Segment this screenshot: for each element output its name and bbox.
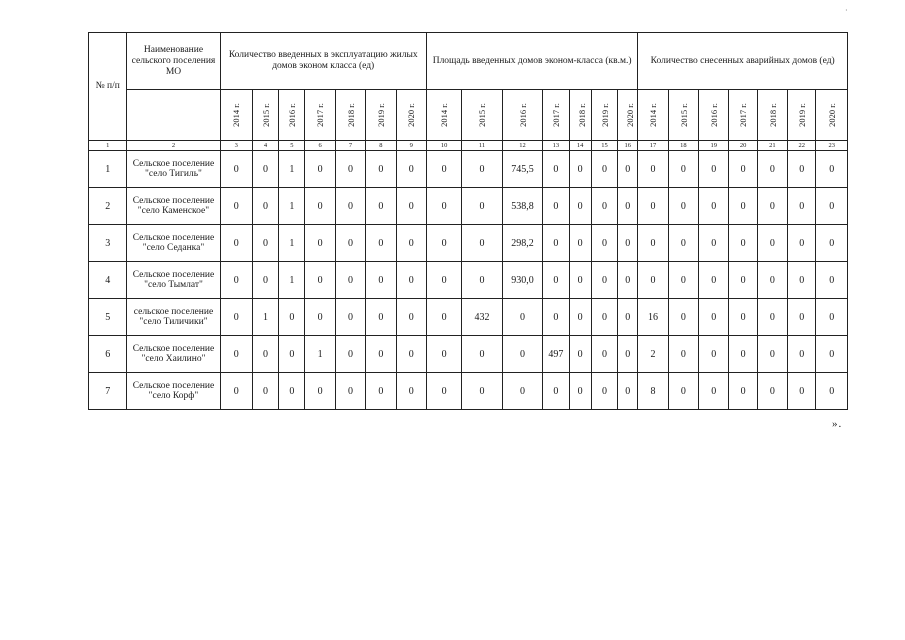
- column-number: 13: [543, 141, 569, 151]
- header-name: Наименование сельского поселения МО: [127, 33, 220, 90]
- value-cell: 0: [426, 188, 461, 225]
- value-cell: 0: [502, 336, 542, 373]
- value-cell: 930,0: [502, 262, 542, 299]
- value-cell: 0: [668, 373, 698, 410]
- table-row: [89, 151, 848, 188]
- table-row: [89, 299, 848, 336]
- value-cell: 0: [220, 262, 252, 299]
- value-cell: 0: [757, 188, 787, 225]
- column-number: 22: [788, 141, 816, 151]
- value-cell: 0: [699, 188, 729, 225]
- value-cell: 0: [638, 188, 668, 225]
- value-cell: 0: [462, 373, 502, 410]
- value-cell: 0: [569, 225, 591, 262]
- value-cell: 0: [335, 151, 365, 188]
- header-group-area: Площадь введенных домов эконом-класса (кв.м.): [426, 33, 637, 90]
- settlement-name: Сельское поселение "село Каменское": [127, 188, 220, 225]
- value-cell: 0: [668, 225, 698, 262]
- value-cell: 0: [502, 373, 542, 410]
- table-row: [89, 373, 848, 410]
- value-cell: 0: [366, 225, 396, 262]
- value-cell: 0: [591, 262, 617, 299]
- year-label: 2016 г.: [517, 103, 528, 127]
- value-cell: 0: [366, 299, 396, 336]
- year-label: 2015 г.: [477, 103, 488, 127]
- value-cell: 0: [335, 336, 365, 373]
- value-cell: 0: [788, 336, 816, 373]
- value-cell: 0: [462, 151, 502, 188]
- table-row: [89, 188, 848, 225]
- value-cell: 0: [569, 188, 591, 225]
- year-label: 2017 г.: [315, 103, 326, 127]
- settlement-name: Сельское поселение "село Седанка": [127, 225, 220, 262]
- header-name-blank: [127, 90, 220, 141]
- value-cell: 0: [757, 151, 787, 188]
- column-number: 9: [396, 141, 426, 151]
- value-cell: 0: [668, 188, 698, 225]
- year-label: 2015 г.: [260, 103, 271, 127]
- value-cell: 0: [396, 336, 426, 373]
- column-number: 20: [729, 141, 757, 151]
- year-label: 2014 г.: [439, 103, 450, 127]
- year-header: [668, 90, 698, 141]
- year-header: [335, 90, 365, 141]
- value-cell: 0: [638, 151, 668, 188]
- value-cell: 0: [396, 299, 426, 336]
- value-cell: 0: [618, 188, 638, 225]
- year-label: 2019 г.: [599, 103, 610, 127]
- row-number: 4: [89, 262, 127, 299]
- value-cell: 0: [305, 188, 335, 225]
- value-cell: 0: [591, 373, 617, 410]
- value-cell: 0: [816, 151, 848, 188]
- year-label: 2017 г.: [738, 103, 749, 127]
- header-group-demolished: Количество снесенных аварийных домов (ед): [638, 33, 848, 90]
- value-cell: 1: [305, 336, 335, 373]
- value-cell: 0: [757, 373, 787, 410]
- column-number: 1: [89, 141, 127, 151]
- value-cell: 0: [788, 262, 816, 299]
- column-number: 8: [366, 141, 396, 151]
- table-row: [89, 336, 848, 373]
- value-cell: 0: [220, 336, 252, 373]
- year-header: [591, 90, 617, 141]
- value-cell: 0: [305, 299, 335, 336]
- year-label: 2018 г.: [576, 103, 587, 127]
- year-label: 2020 г.: [624, 103, 635, 127]
- value-cell: 0: [816, 188, 848, 225]
- value-cell: 0: [668, 262, 698, 299]
- value-cell: 8: [638, 373, 668, 410]
- column-number: 3: [220, 141, 252, 151]
- column-number: 14: [569, 141, 591, 151]
- footer-mark: ».: [832, 418, 843, 430]
- table-row: [89, 262, 848, 299]
- year-header: [788, 90, 816, 141]
- year-header: [502, 90, 542, 141]
- value-cell: 0: [366, 336, 396, 373]
- value-cell: 0: [335, 262, 365, 299]
- value-cell: 0: [788, 299, 816, 336]
- value-cell: 0: [252, 262, 278, 299]
- column-number: 11: [462, 141, 502, 151]
- year-header: [426, 90, 461, 141]
- value-cell: 0: [729, 336, 757, 373]
- value-cell: 0: [816, 373, 848, 410]
- value-cell: 0: [699, 262, 729, 299]
- column-number: 16: [618, 141, 638, 151]
- year-header: [569, 90, 591, 141]
- value-cell: 0: [396, 262, 426, 299]
- year-header: [757, 90, 787, 141]
- value-cell: 0: [426, 373, 461, 410]
- value-cell: 0: [543, 225, 569, 262]
- value-cell: 0: [699, 299, 729, 336]
- value-cell: 0: [699, 225, 729, 262]
- value-cell: 0: [220, 299, 252, 336]
- value-cell: 0: [335, 299, 365, 336]
- year-header: [638, 90, 668, 141]
- column-number: 17: [638, 141, 668, 151]
- year-header: [220, 90, 252, 141]
- value-cell: 0: [729, 262, 757, 299]
- value-cell: 0: [816, 225, 848, 262]
- value-cell: 298,2: [502, 225, 542, 262]
- value-cell: 0: [335, 188, 365, 225]
- data-table: [88, 32, 848, 410]
- value-cell: 0: [729, 373, 757, 410]
- value-cell: 1: [279, 188, 305, 225]
- column-number-row: [89, 141, 848, 151]
- year-header: [543, 90, 569, 141]
- value-cell: 0: [426, 299, 461, 336]
- value-cell: 0: [729, 151, 757, 188]
- value-cell: 0: [699, 373, 729, 410]
- year-label: 2017 г.: [550, 103, 561, 127]
- value-cell: 0: [816, 262, 848, 299]
- year-header: [618, 90, 638, 141]
- row-number: 7: [89, 373, 127, 410]
- value-cell: 0: [757, 299, 787, 336]
- value-cell: 0: [569, 373, 591, 410]
- value-cell: 0: [396, 188, 426, 225]
- value-cell: 0: [543, 299, 569, 336]
- value-cell: 0: [638, 225, 668, 262]
- value-cell: 0: [757, 225, 787, 262]
- row-number: 3: [89, 225, 127, 262]
- year-label: 2020 г.: [826, 103, 837, 127]
- page-mark: ·: [845, 6, 848, 15]
- value-cell: 1: [279, 262, 305, 299]
- value-cell: 0: [543, 262, 569, 299]
- value-cell: 0: [788, 151, 816, 188]
- value-cell: 0: [426, 336, 461, 373]
- value-cell: 0: [543, 188, 569, 225]
- value-cell: 0: [220, 225, 252, 262]
- value-cell: 0: [816, 336, 848, 373]
- settlement-name: Сельское поселение "село Тигиль": [127, 151, 220, 188]
- value-cell: 0: [729, 299, 757, 336]
- value-cell: 0: [366, 373, 396, 410]
- value-cell: 0: [729, 225, 757, 262]
- column-number: 7: [335, 141, 365, 151]
- year-header: [396, 90, 426, 141]
- value-cell: 0: [252, 188, 278, 225]
- value-cell: 0: [279, 373, 305, 410]
- column-number: 18: [668, 141, 698, 151]
- year-header: [816, 90, 848, 141]
- year-label: 2019 г.: [796, 103, 807, 127]
- value-cell: 0: [366, 188, 396, 225]
- value-cell: 0: [220, 151, 252, 188]
- value-cell: 0: [729, 188, 757, 225]
- value-cell: 0: [668, 299, 698, 336]
- value-cell: 0: [396, 225, 426, 262]
- value-cell: 2: [638, 336, 668, 373]
- value-cell: 745,5: [502, 151, 542, 188]
- year-label: 2020 г.: [406, 103, 417, 127]
- column-number: 15: [591, 141, 617, 151]
- value-cell: 0: [618, 225, 638, 262]
- value-cell: 0: [279, 299, 305, 336]
- value-cell: 0: [816, 299, 848, 336]
- value-cell: 0: [618, 262, 638, 299]
- value-cell: 0: [305, 225, 335, 262]
- column-number: 4: [252, 141, 278, 151]
- year-row: [89, 90, 848, 141]
- settlement-name: Сельское поселение "село Тымлат": [127, 262, 220, 299]
- value-cell: 0: [788, 225, 816, 262]
- column-number: 6: [305, 141, 335, 151]
- value-cell: 0: [252, 373, 278, 410]
- year-label: 2014 г.: [231, 103, 242, 127]
- value-cell: 0: [462, 262, 502, 299]
- year-label: 2018 г.: [345, 103, 356, 127]
- header-num: № п/п: [89, 33, 127, 141]
- settlement-name: сельское поселение "село Тиличики": [127, 299, 220, 336]
- year-header: [279, 90, 305, 141]
- column-number: 21: [757, 141, 787, 151]
- value-cell: 0: [757, 262, 787, 299]
- year-header: [252, 90, 278, 141]
- value-cell: 0: [591, 225, 617, 262]
- value-cell: 0: [426, 151, 461, 188]
- value-cell: 0: [638, 262, 668, 299]
- column-number: 2: [127, 141, 220, 151]
- year-label: 2016 г.: [286, 103, 297, 127]
- value-cell: 0: [591, 336, 617, 373]
- year-header: [366, 90, 396, 141]
- value-cell: 0: [591, 188, 617, 225]
- year-label: 2014 г.: [648, 103, 659, 127]
- value-cell: 0: [668, 336, 698, 373]
- value-cell: 0: [335, 373, 365, 410]
- value-cell: 0: [788, 373, 816, 410]
- value-cell: 0: [569, 299, 591, 336]
- header-row: [89, 33, 848, 90]
- value-cell: 0: [305, 151, 335, 188]
- value-cell: 0: [426, 262, 461, 299]
- value-cell: 0: [699, 151, 729, 188]
- value-cell: 0: [252, 336, 278, 373]
- value-cell: 0: [591, 299, 617, 336]
- value-cell: 432: [462, 299, 502, 336]
- value-cell: 0: [543, 151, 569, 188]
- value-cell: 1: [279, 151, 305, 188]
- row-number: 5: [89, 299, 127, 336]
- value-cell: 0: [618, 151, 638, 188]
- value-cell: 0: [591, 151, 617, 188]
- value-cell: 1: [279, 225, 305, 262]
- value-cell: 538,8: [502, 188, 542, 225]
- value-cell: 1: [252, 299, 278, 336]
- year-header: [305, 90, 335, 141]
- value-cell: 0: [462, 225, 502, 262]
- value-cell: 0: [618, 336, 638, 373]
- value-cell: 0: [252, 151, 278, 188]
- settlement-name: Сельское поселение "село Хаилино": [127, 336, 220, 373]
- value-cell: 0: [396, 373, 426, 410]
- value-cell: 0: [462, 188, 502, 225]
- value-cell: 0: [252, 225, 278, 262]
- value-cell: 0: [220, 188, 252, 225]
- value-cell: 0: [543, 373, 569, 410]
- value-cell: 0: [757, 336, 787, 373]
- year-header: [729, 90, 757, 141]
- column-number: 5: [279, 141, 305, 151]
- year-label: 2016 г.: [708, 103, 719, 127]
- value-cell: 0: [569, 336, 591, 373]
- column-number: 12: [502, 141, 542, 151]
- value-cell: 497: [543, 336, 569, 373]
- value-cell: 0: [569, 151, 591, 188]
- value-cell: 0: [618, 373, 638, 410]
- value-cell: 0: [220, 373, 252, 410]
- value-cell: 0: [335, 225, 365, 262]
- settlement-name: Сельское поселение "село Корф": [127, 373, 220, 410]
- value-cell: 0: [396, 151, 426, 188]
- value-cell: 16: [638, 299, 668, 336]
- year-label: 2019 г.: [375, 103, 386, 127]
- row-number: 6: [89, 336, 127, 373]
- value-cell: 0: [366, 151, 396, 188]
- year-header: [699, 90, 729, 141]
- year-label: 2015 г.: [678, 103, 689, 127]
- value-cell: 0: [618, 299, 638, 336]
- column-number: 23: [816, 141, 848, 151]
- value-cell: 0: [279, 336, 305, 373]
- value-cell: 0: [305, 373, 335, 410]
- table-row: [89, 225, 848, 262]
- year-label: 2018 г.: [767, 103, 778, 127]
- value-cell: 0: [366, 262, 396, 299]
- value-cell: 0: [668, 151, 698, 188]
- row-number: 2: [89, 188, 127, 225]
- value-cell: 0: [569, 262, 591, 299]
- value-cell: 0: [699, 336, 729, 373]
- column-number: 10: [426, 141, 461, 151]
- value-cell: 0: [788, 188, 816, 225]
- row-number: 1: [89, 151, 127, 188]
- header-group-houses: Количество введенных в эксплуатацию жилых домов эконом класса (ед): [220, 33, 426, 90]
- value-cell: 0: [426, 225, 461, 262]
- column-number: 19: [699, 141, 729, 151]
- year-header: [462, 90, 502, 141]
- value-cell: 0: [305, 262, 335, 299]
- value-cell: 0: [502, 299, 542, 336]
- value-cell: 0: [462, 336, 502, 373]
